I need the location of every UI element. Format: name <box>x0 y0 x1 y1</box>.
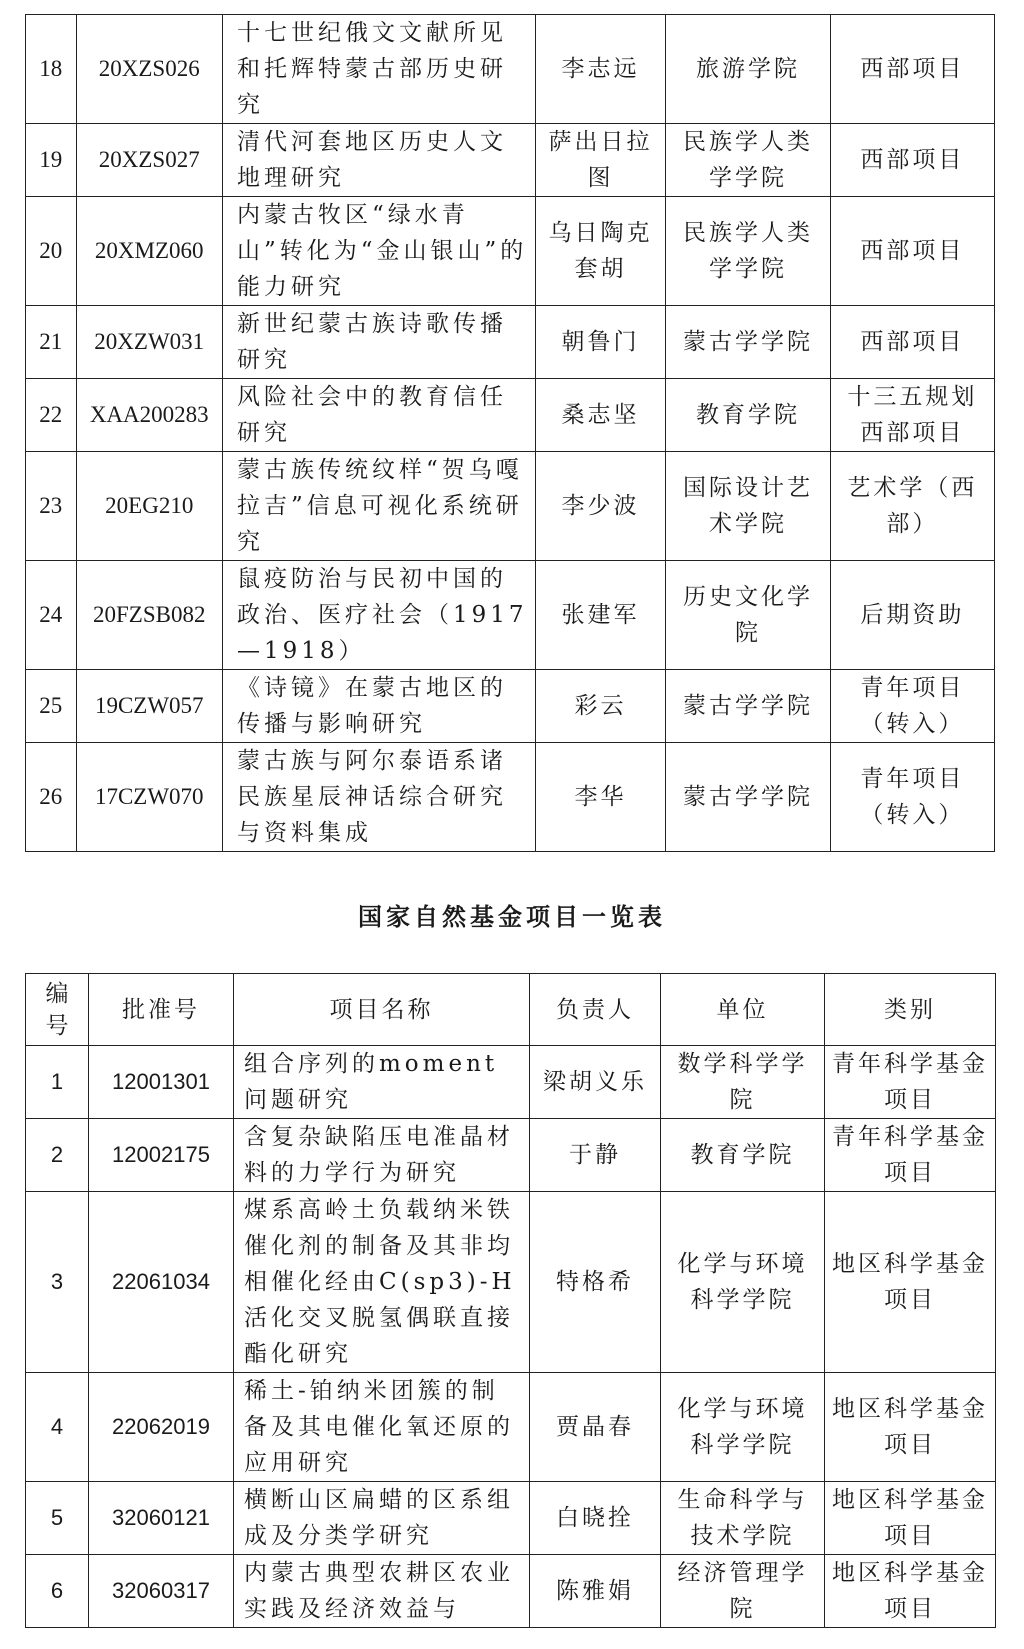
project-name: 蒙古族传统纹样“贺乌嘎拉吉”信息可视化系统研究 <box>222 452 535 561</box>
project-name: 稀土-铂纳米团簇的制备及其电催化氧还原的应用研究 <box>234 1373 530 1482</box>
header-leader: 负责人 <box>530 974 661 1046</box>
project-leader: 桑志坚 <box>535 379 666 452</box>
project-unit: 化学与环境科学学院 <box>661 1373 825 1482</box>
project-unit: 旅游学院 <box>666 15 830 124</box>
table-row <box>26 1119 996 1192</box>
approval-number: 22061034 <box>89 1192 234 1373</box>
project-leader: 李志远 <box>535 15 666 124</box>
table-row <box>26 379 995 452</box>
project-leader: 乌日陶克套胡 <box>535 197 666 306</box>
section-title: 国家自然基金项目一览表 <box>358 903 666 931</box>
approval-number: 20XZS027 <box>76 124 222 197</box>
project-category: 艺术学（西部） <box>830 452 994 561</box>
project-name: 内蒙古牧区“绿水青山”转化为“金山银山”的能力研究 <box>222 197 535 306</box>
project-name: 清代河套地区历史人文地理研究 <box>222 124 535 197</box>
project-unit: 蒙古学学院 <box>666 670 830 743</box>
project-unit: 教育学院 <box>661 1119 825 1192</box>
header-category: 类别 <box>825 974 996 1046</box>
approval-number: 22062019 <box>89 1373 234 1482</box>
project-category: 后期资助 <box>830 561 994 670</box>
natural-science-fund-table <box>25 973 996 1628</box>
table-row <box>26 1482 996 1555</box>
project-category: 地区科学基金项目 <box>825 1373 996 1482</box>
header-row <box>26 974 996 1046</box>
project-category: 西部项目 <box>830 124 994 197</box>
table-row <box>26 197 995 306</box>
row-number: 22 <box>26 379 77 452</box>
row-number: 19 <box>26 124 77 197</box>
project-unit: 民族学人类学学院 <box>666 124 830 197</box>
row-number: 26 <box>26 743 77 852</box>
project-name: 鼠疫防治与民初中国的政治、医疗社会（1917—1918） <box>222 561 535 670</box>
project-leader: 萨出日拉图 <box>535 124 666 197</box>
project-name: 横断山区扁蜡的区系组成及分类学研究 <box>234 1482 530 1555</box>
table-row <box>26 1373 996 1482</box>
project-leader: 陈雅娟 <box>530 1555 661 1628</box>
project-leader: 贾晶春 <box>530 1373 661 1482</box>
table-row <box>26 743 995 852</box>
project-category: 地区科学基金项目 <box>825 1192 996 1373</box>
project-unit: 经济管理学院 <box>661 1555 825 1628</box>
project-unit: 民族学人类学学院 <box>666 197 830 306</box>
project-category: 十三五规划西部项目 <box>830 379 994 452</box>
project-category: 西部项目 <box>830 15 994 124</box>
approval-number: 20XMZ060 <box>76 197 222 306</box>
row-number: 21 <box>26 306 77 379</box>
project-unit: 蒙古学学院 <box>666 743 830 852</box>
approval-number: 19CZW057 <box>76 670 222 743</box>
approval-number: 32060121 <box>89 1482 234 1555</box>
project-leader: 梁胡义乐 <box>530 1046 661 1119</box>
project-name: 煤系高岭土负载纳米铁催化剂的制备及其非均相催化经由C(sp3)-H活化交叉脱氢偶联直接酯化研究 <box>234 1192 530 1373</box>
project-unit: 历史文化学院 <box>666 561 830 670</box>
row-number: 2 <box>26 1119 89 1192</box>
project-category: 青年科学基金项目 <box>825 1119 996 1192</box>
header-approval-number: 批准号 <box>89 974 234 1046</box>
approval-number: 20EG210 <box>76 452 222 561</box>
header-unit: 单位 <box>661 974 825 1046</box>
project-leader: 朝鲁门 <box>535 306 666 379</box>
approval-number: 12002175 <box>89 1119 234 1192</box>
row-number: 18 <box>26 15 77 124</box>
row-number: 24 <box>26 561 77 670</box>
table-row <box>26 670 995 743</box>
project-name: 蒙古族与阿尔泰语系诸民族星辰神话综合研究与资料集成 <box>222 743 535 852</box>
project-leader: 彩云 <box>535 670 666 743</box>
project-leader: 白晓拴 <box>530 1482 661 1555</box>
project-category: 地区科学基金项目 <box>825 1555 996 1628</box>
table-row <box>26 306 995 379</box>
project-name: 风险社会中的教育信任研究 <box>222 379 535 452</box>
row-number: 23 <box>26 452 77 561</box>
project-category: 青年项目（转入） <box>830 743 994 852</box>
project-name: 内蒙古典型农耕区农业实践及经济效益与 <box>234 1555 530 1628</box>
table-row <box>26 15 995 124</box>
project-category: 西部项目 <box>830 197 994 306</box>
project-name: 组合序列的moment问题研究 <box>234 1046 530 1119</box>
project-unit: 蒙古学学院 <box>666 306 830 379</box>
project-unit: 国际设计艺术学院 <box>666 452 830 561</box>
table-row <box>26 1046 996 1119</box>
approval-number: 20XZS026 <box>76 15 222 124</box>
project-leader: 特格希 <box>530 1192 661 1373</box>
table-row <box>26 124 995 197</box>
project-name: 十七世纪俄文文献所见和托辉特蒙古部历史研究 <box>222 15 535 124</box>
project-leader: 李少波 <box>535 452 666 561</box>
project-leader: 李华 <box>535 743 666 852</box>
header-number: 编号 <box>26 974 89 1046</box>
project-leader: 张建军 <box>535 561 666 670</box>
project-name: 新世纪蒙古族诗歌传播研究 <box>222 306 535 379</box>
project-category: 青年项目（转入） <box>830 670 994 743</box>
project-unit: 数学科学学院 <box>661 1046 825 1119</box>
approval-number: 12001301 <box>89 1046 234 1119</box>
row-number: 20 <box>26 197 77 306</box>
table-row <box>26 1192 996 1373</box>
row-number: 5 <box>26 1482 89 1555</box>
row-number: 6 <box>26 1555 89 1628</box>
header-project-name: 项目名称 <box>234 974 530 1046</box>
project-category: 西部项目 <box>830 306 994 379</box>
row-number: 25 <box>26 670 77 743</box>
table-row <box>26 561 995 670</box>
approval-number: 20XZW031 <box>76 306 222 379</box>
approval-number: 20FZSB082 <box>76 561 222 670</box>
project-unit: 化学与环境科学学院 <box>661 1192 825 1373</box>
social-science-project-table <box>25 14 995 852</box>
project-name: 《诗镜》在蒙古地区的传播与影响研究 <box>222 670 535 743</box>
row-number: 1 <box>26 1046 89 1119</box>
project-category: 地区科学基金项目 <box>825 1482 996 1555</box>
project-category: 青年科学基金项目 <box>825 1046 996 1119</box>
approval-number: 32060317 <box>89 1555 234 1628</box>
approval-number: 17CZW070 <box>76 743 222 852</box>
table-row <box>26 452 995 561</box>
row-number: 4 <box>26 1373 89 1482</box>
project-leader: 于静 <box>530 1119 661 1192</box>
project-unit: 教育学院 <box>666 379 830 452</box>
approval-number: XAA200283 <box>76 379 222 452</box>
table-row <box>26 1555 996 1628</box>
project-unit: 生命科学与技术学院 <box>661 1482 825 1555</box>
row-number: 3 <box>26 1192 89 1373</box>
project-name: 含复杂缺陷压电准晶材料的力学行为研究 <box>234 1119 530 1192</box>
